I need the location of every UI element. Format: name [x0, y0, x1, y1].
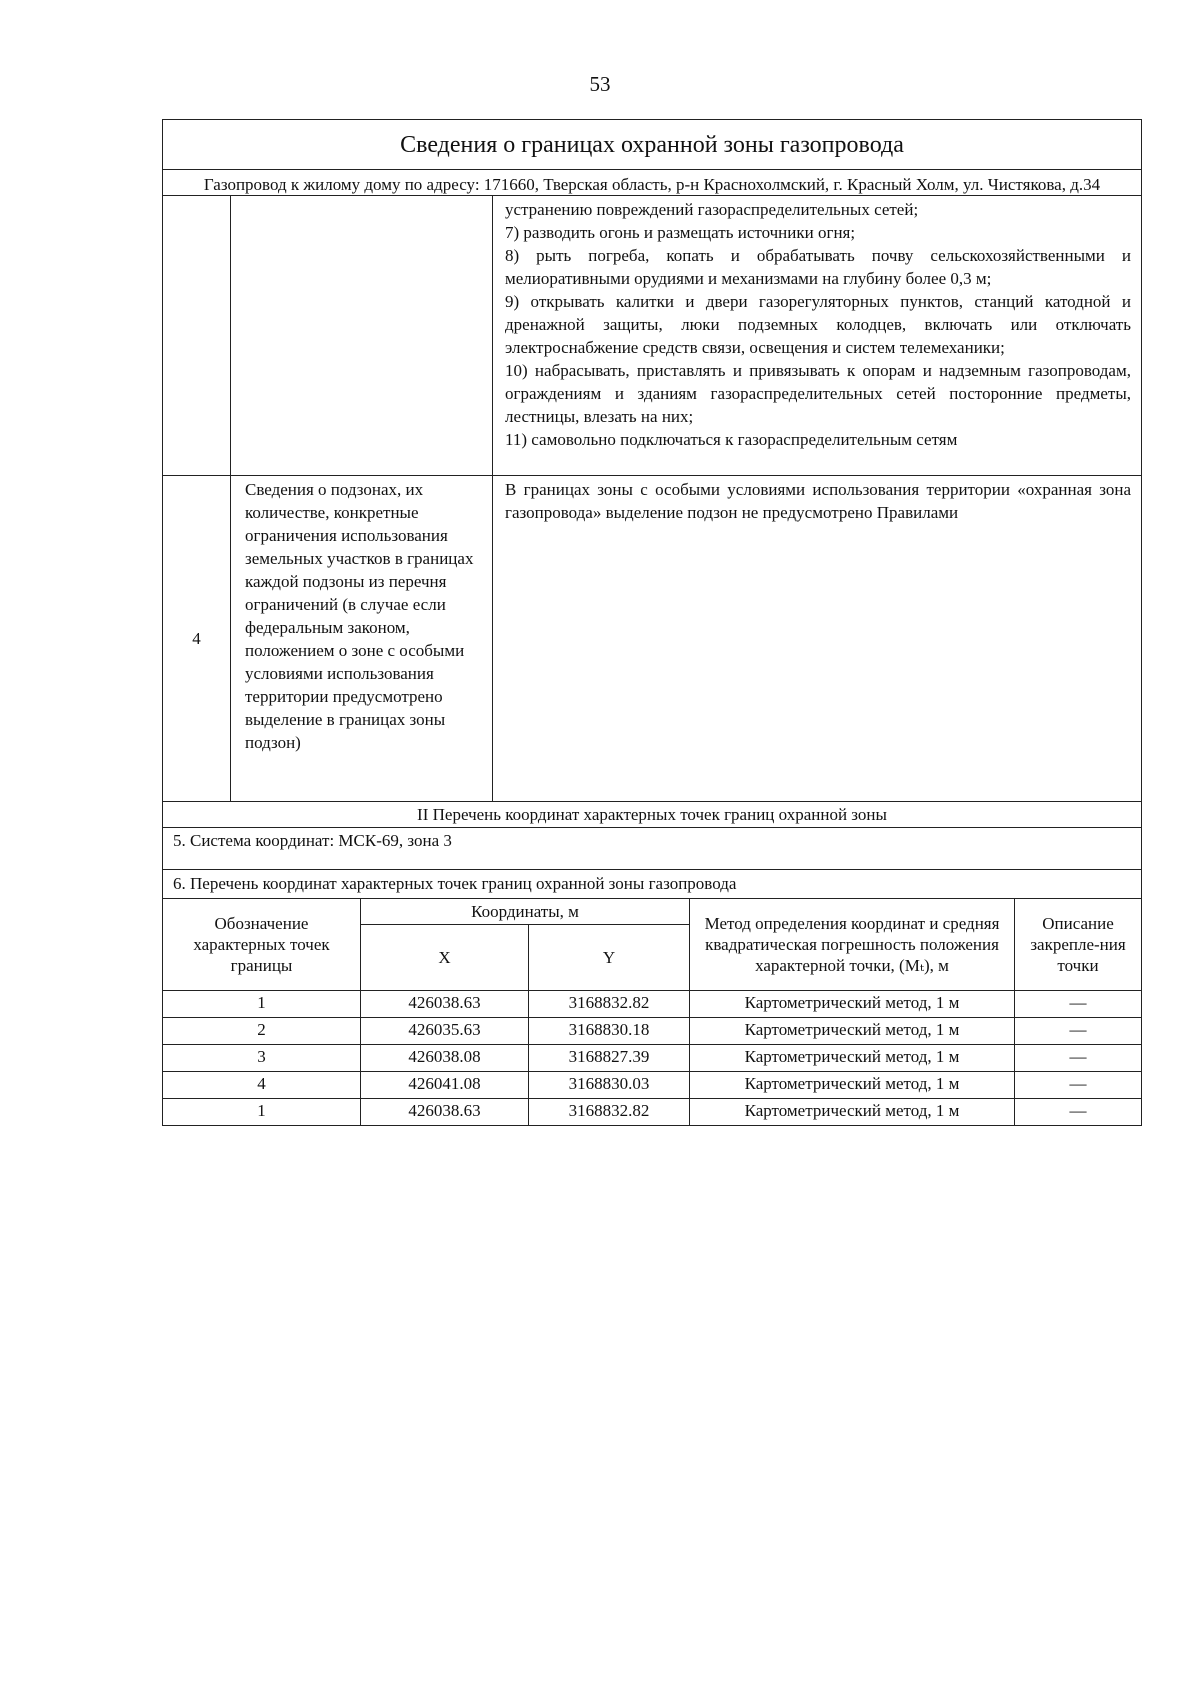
- restriction-line: устранению повреждений газораспределительных сетей;: [505, 200, 919, 219]
- row-number-empty: [163, 196, 231, 476]
- subzones-value: В границах зоны с особыми условиями использования территории «охранная зона газопровода» выделение подзон не предусмотрено Правилами: [493, 476, 1142, 802]
- section-2-title: II Перечень координат характерных точек границ охранной зоны: [163, 802, 1142, 828]
- document-title: Сведения о границах охранной зоны газопровода: [163, 120, 1142, 170]
- cell-x: 426041.08: [361, 1072, 529, 1099]
- coordinates-table: [162, 898, 1142, 1126]
- cell-description: —: [1015, 1099, 1142, 1126]
- header-description: Описание закрепле-ния точки: [1015, 899, 1142, 991]
- cell-point: 4: [163, 1072, 361, 1099]
- header-x: X: [361, 925, 529, 991]
- cell-description: —: [1015, 1018, 1142, 1045]
- table-row: [163, 1099, 1142, 1126]
- cell-x: 426038.08: [361, 1045, 529, 1072]
- table-row: [163, 1018, 1142, 1045]
- cell-method: Картометрический метод, 1 м: [690, 1072, 1015, 1099]
- header-point: Обозначение характерных точек границы: [163, 899, 361, 991]
- restriction-line: 10) набрасывать, приставлять и привязывать к опорам и надземным газопроводам, ограждениям и зданиям газораспределительных сетей посторонние предметы, лестницы, влезать на них;: [505, 361, 1131, 426]
- cell-x: 426038.63: [361, 1099, 529, 1126]
- cell-description: —: [1015, 991, 1142, 1018]
- header-y: Y: [529, 925, 690, 991]
- cell-description: —: [1015, 1045, 1142, 1072]
- coordinate-system: 5. Система координат: МСК-69, зона 3: [163, 828, 1142, 870]
- cell-method: Картометрический метод, 1 м: [690, 991, 1015, 1018]
- restriction-line: 9) открывать калитки и двери газорегуляторных пунктов, станций катодной и дренажной защиты, люки подземных колодцев, включать или отключать электроснабжение средств связи, освещения и систем телемеханики;: [505, 292, 1131, 357]
- row-label-empty: [231, 196, 493, 476]
- header-coordinates: Координаты, м: [361, 899, 690, 925]
- cell-y: 3168832.82: [529, 991, 690, 1018]
- cell-method: Картометрический метод, 1 м: [690, 1099, 1015, 1126]
- object-address: Газопровод к жилому дому по адресу: 171660, Тверская область, р-н Краснохолмский, г. Красный Холм, ул. Чистякова, д.34: [163, 170, 1142, 196]
- restriction-line: 7) разводить огонь и размещать источники огня;: [505, 223, 856, 242]
- subzones-number: 4: [163, 476, 231, 802]
- table-row: [163, 1072, 1142, 1099]
- document-sheet: [162, 119, 1142, 1126]
- table-row: [163, 991, 1142, 1018]
- restrictions-text: [493, 196, 1142, 476]
- cell-description: —: [1015, 1072, 1142, 1099]
- page-number: 53: [589, 72, 611, 96]
- header-method: Метод определения координат и средняя квадратическая погрешность положения характерной точки, (Mₜ), м: [690, 899, 1015, 991]
- cell-y: 3168830.03: [529, 1072, 690, 1099]
- cell-point: 1: [163, 1099, 361, 1126]
- cell-y: 3168830.18: [529, 1018, 690, 1045]
- restriction-line: 11) самовольно подключаться к газораспределительным сетям: [505, 430, 958, 449]
- cell-method: Картометрический метод, 1 м: [690, 1045, 1015, 1072]
- restriction-line: 8) рыть погреба, копать и обрабатывать почву сельскохозяйственными и мелиоративными орудиями и механизмами на глубину более 0,3 м;: [505, 246, 1131, 288]
- cell-point: 2: [163, 1018, 361, 1045]
- cell-x: 426038.63: [361, 991, 529, 1018]
- cell-y: 3168832.82: [529, 1099, 690, 1126]
- cell-x: 426035.63: [361, 1018, 529, 1045]
- coordinate-list-title: 6. Перечень координат характерных точек границ охранной зоны газопровода: [163, 870, 1142, 899]
- cell-point: 3: [163, 1045, 361, 1072]
- subzones-label: Сведения о подзонах, их количестве, конкретные ограничения использования земельных участков в границах каждой подзоны из перечня ограничений (в случае если федеральным законом, положением о зоне с особыми условиями использования территории предусмотрено выделение в границах зоны подзон): [231, 476, 493, 802]
- table-row: [163, 1045, 1142, 1072]
- cell-y: 3168827.39: [529, 1045, 690, 1072]
- zone-info-table: [162, 119, 1142, 899]
- cell-method: Картометрический метод, 1 м: [690, 1018, 1015, 1045]
- cell-point: 1: [163, 991, 361, 1018]
